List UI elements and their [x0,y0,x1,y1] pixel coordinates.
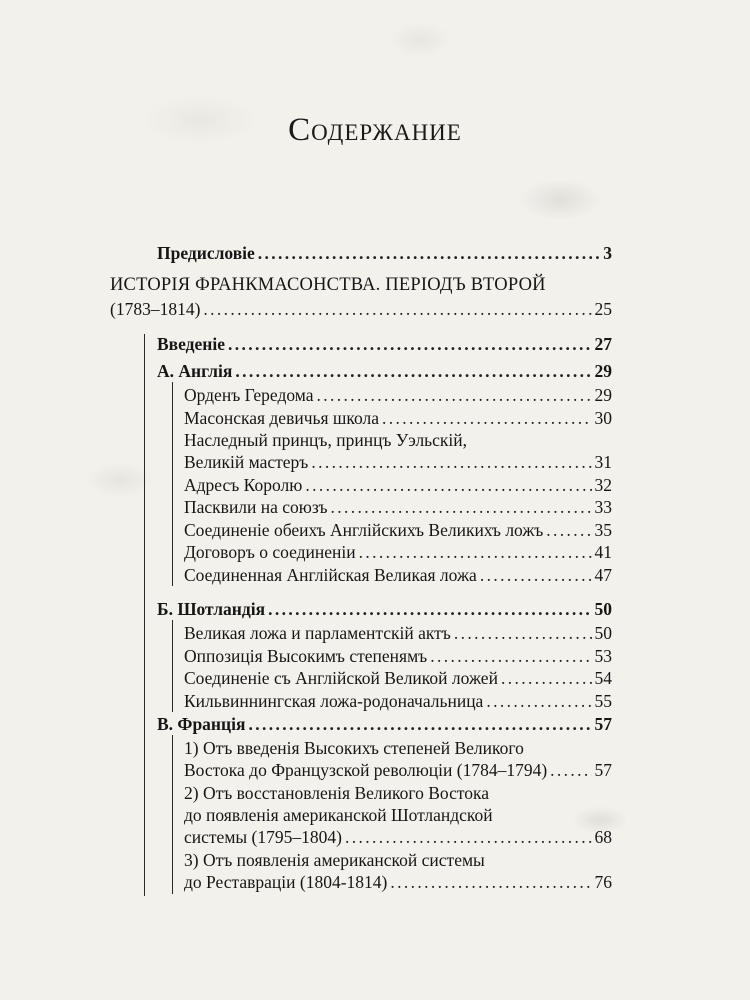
toc-item [184,474,612,496]
toc-item [184,622,612,644]
toc-item [184,690,612,712]
page-number: 33 [594,497,612,517]
entry-label: Востока до Французской революціи (1784–1794) [184,760,548,780]
entry-label: Великій мастеръ [184,452,309,472]
toc-item [184,496,612,518]
dot-leader [430,645,591,667]
dot-leader [268,598,591,620]
dot-leader [501,667,592,689]
toc-entry-preface [157,242,612,264]
dot-leader [203,298,591,320]
toc-item [184,407,612,429]
part-vertical-rule [144,334,145,896]
page-number: 35 [594,519,612,540]
part-title-line: ИСТОРІЯ ФРАНКМАСОНСТВА. ПЕРІОДЪ ВТОРОЙ [110,275,546,295]
entry-label: Пасквили на союзъ [184,497,328,517]
entry-label: Соединеніе обеихъ Англійскихъ Великихъ ложъ [184,519,544,540]
entry-label: Адресъ Королю [184,474,303,495]
page-number: 29 [594,361,612,381]
page-number: 27 [594,334,612,354]
toc-section-1 [157,598,612,620]
page-number: 3 [603,243,612,263]
toc-entry-part [110,298,612,320]
toc-entry-introduction [157,333,612,355]
entry-label: Орденъ Гередома [184,385,314,405]
entry-label: А. Англія [157,361,233,381]
dot-leader [359,541,592,563]
dot-leader [550,759,591,781]
dot-leader [546,519,591,541]
dot-leader [480,564,592,586]
section-vertical-rule [172,382,173,586]
toc-item [184,519,612,541]
dot-leader [305,474,591,496]
page-number: 57 [594,714,612,734]
toc-item [184,826,612,848]
toc-item [184,384,612,406]
page-number: 25 [594,299,612,319]
toc-item-line: 2) Отъ восстановленія Великого Востока [184,783,490,803]
dot-leader [317,384,592,406]
toc-item-line: до появленія американской Шотландской [184,805,493,825]
section-vertical-rule [172,735,173,894]
page-number: 47 [594,564,612,585]
entry-label: Введеніе [157,334,225,354]
page-number: 68 [594,827,612,847]
entry-label: Масонская девичья школа [184,407,380,428]
page-number: 57 [594,760,612,780]
page-number: 31 [594,452,612,472]
dot-leader [382,407,591,429]
toc-item-line: 3) Отъ появленія американской системы [184,850,485,870]
dot-leader [331,496,592,518]
section-vertical-rule [172,620,173,712]
entry-label: Соединенная Англійская Великая ложа [184,564,477,585]
dot-leader [390,871,591,893]
page-number: 41 [594,542,612,562]
dot-leader [311,451,591,473]
entry-label: (1783–1814) [110,299,201,319]
page-number: 30 [594,407,612,428]
entry-label: Соединеніе съ Англійской Великой ложей [184,668,498,688]
page-number: 32 [594,474,612,495]
entry-label: Кильвиннингская ложа-родоначальница [184,690,484,711]
page-number: 50 [594,599,612,619]
toc-section-2 [157,713,612,735]
dot-leader [345,826,592,848]
entry-label: до Реставраціи (1804-1814) [184,872,388,892]
toc-item-line: Наследный принцъ, принцъ Уэльскій, [184,430,468,450]
entry-label: В. Франція [157,714,246,734]
toc-item [184,645,612,667]
entry-label: Договоръ о соединеніи [184,542,356,562]
page-number: 76 [594,872,612,892]
entry-label: Предисловіе [157,243,255,263]
entry-label: Б. Шотландія [157,599,266,619]
page-number: 55 [594,690,612,711]
dot-leader [248,713,591,735]
toc-item-line: 1) Отъ введенія Высокихъ степеней Великого [184,738,524,758]
entry-label: системы (1795–1804) [184,827,342,847]
dot-leader [486,690,591,712]
toc-item [184,759,612,781]
page-number: 54 [594,668,612,688]
dot-leader [228,333,592,355]
toc-item [184,451,612,473]
dot-leader [454,622,592,644]
dot-leader [258,242,600,264]
toc-section-0 [157,360,612,382]
toc-item [184,564,612,586]
dot-leader [235,360,591,382]
page-number: 50 [594,623,612,643]
entry-label: Великая ложа и парламентскій актъ [184,623,451,643]
toc-item [184,667,612,689]
toc-item [184,871,612,893]
toc-item [184,541,612,563]
page-number: 53 [594,645,612,666]
page-number: 29 [594,385,612,405]
page-title: Содержание [288,112,462,148]
entry-label: Оппозиція Высокимъ степенямъ [184,645,428,666]
